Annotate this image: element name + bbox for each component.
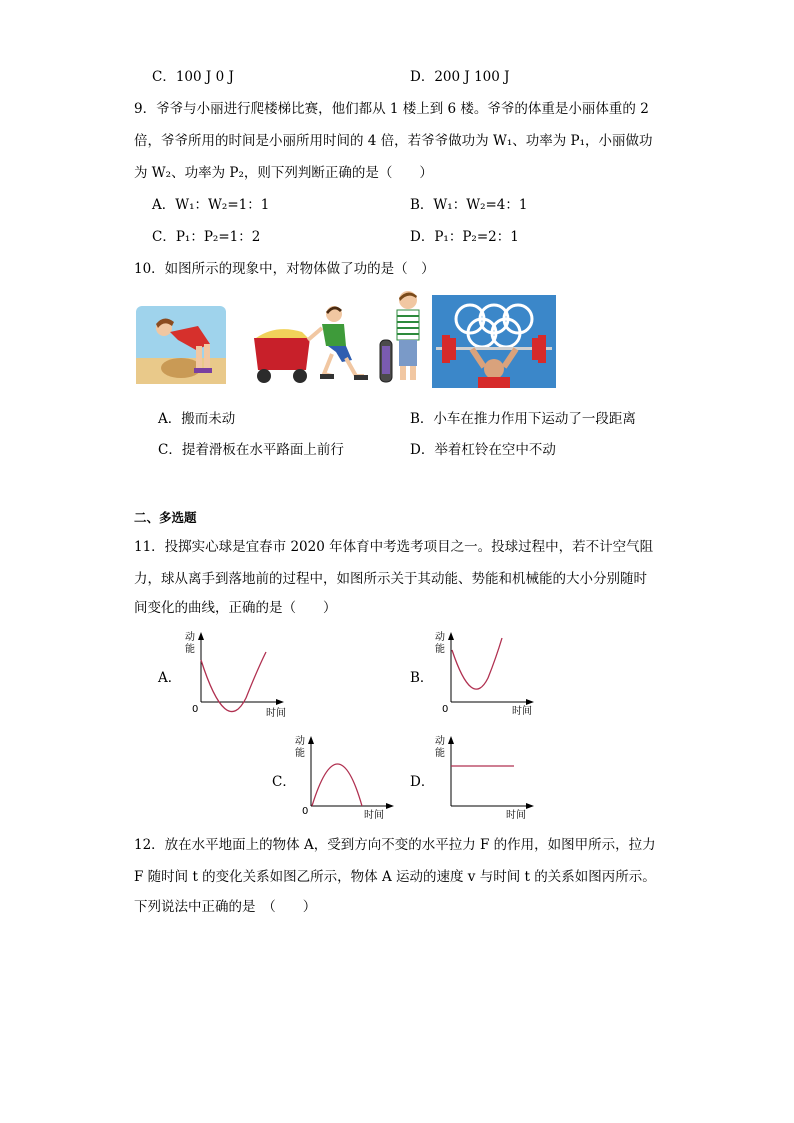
- q11-graph-a: [182, 628, 292, 718]
- q9-stem-line2: 倍，爷爷所用的时间是小丽所用时间的 4 倍，若爷爷做功为 W₁、功率为 P₁，小丽做功: [134, 133, 653, 149]
- q9-option-c: C．P₁：P₂=1：2: [152, 229, 261, 245]
- q8-option-d: D．200 J 100 J: [410, 69, 510, 85]
- q11-label-d: D．: [410, 774, 435, 790]
- y-axis-arrow: [448, 736, 454, 744]
- q12-stem-line2: F 随时间 t 的变化关系如图乙所示，物体 A 运动的速度 v 与时间 t 的关系如图丙所示。: [134, 869, 656, 885]
- kinetic-energy-curve: [452, 638, 502, 689]
- q11-graph-d: [432, 732, 542, 822]
- image-carrying-skateboard: [378, 288, 430, 386]
- q11-label-a: A．: [158, 670, 182, 686]
- y-axis-label-bottom: 能: [435, 748, 445, 759]
- x-axis-label: 时间: [364, 810, 384, 821]
- q9-option-d: D．P₁：P₂=2：1: [410, 229, 519, 245]
- q11-stem-line2: 力，球从离手到落地前的过程中，如图所示关于其动能、势能和机械能的大小分别随时: [134, 571, 647, 587]
- x-axis-arrow: [526, 803, 534, 809]
- y-axis-arrow: [448, 632, 454, 640]
- x-axis-arrow: [526, 699, 534, 705]
- q11-label-b: B．: [410, 670, 434, 686]
- q11-graph-b: [432, 628, 542, 718]
- origin-label: 0: [302, 806, 309, 817]
- q10-option-c: C．提着滑板在水平路面上前行: [158, 442, 344, 458]
- q9-stem-line1: 9．爷爷与小丽进行爬楼梯比赛，他们都从 1 楼上到 6 楼。爷爷的体重是小丽体重的 2: [134, 101, 649, 117]
- kinetic-energy-curve: [201, 652, 266, 712]
- q10-option-b: B．小车在推力作用下运动了一段距离: [410, 411, 636, 427]
- x-axis-arrow: [276, 699, 284, 705]
- image-weightlifter: [432, 295, 556, 388]
- y-axis-label-top: 动: [185, 632, 195, 643]
- y-axis-label-top: 动: [435, 736, 445, 747]
- q12-stem-line1: 12．放在水平地面上的物体 A，受到方向不变的水平拉力 F 的作用，如图甲所示，拉力: [134, 837, 656, 853]
- y-axis-label-bottom: 能: [185, 644, 195, 655]
- x-axis-label: 时间: [512, 706, 532, 717]
- x-axis-arrow: [386, 803, 394, 809]
- q9-option-b: B．W₁：W₂=4：1: [410, 197, 528, 213]
- q9-option-a: A．W₁：W₂=1：1: [152, 197, 270, 213]
- q11-stem-line1: 11．投掷实心球是宜春市 2020 年体育中考选考项目之一。投球过程中，若不计空气阻: [134, 539, 654, 555]
- q10-option-a: A．搬而未动: [158, 411, 236, 427]
- y-axis-arrow: [308, 736, 314, 744]
- y-axis-label-bottom: 能: [435, 644, 445, 655]
- origin-label: 0: [192, 704, 199, 715]
- q11-label-c: C．: [272, 774, 296, 790]
- y-axis-label-top: 动: [295, 736, 305, 747]
- q10-option-d: D．举着杠铃在空中不动: [410, 442, 556, 458]
- image-pushing-cart: [246, 298, 372, 386]
- kinetic-energy-curve: [312, 764, 362, 806]
- x-axis-label: 时间: [266, 708, 286, 718]
- image-lifting-rock: [136, 306, 226, 384]
- q11-stem-line3: 间变化的曲线，正确的是（ ）: [134, 600, 337, 616]
- q9-stem-line3: 为 W₂、功率为 P₂，则下列判断正确的是（ ）: [134, 165, 433, 181]
- q12-stem-line3: 下列说法中正确的是 （ ）: [134, 899, 317, 915]
- q10-stem: 10．如图所示的现象中，对物体做了功的是（ ）: [134, 261, 435, 277]
- origin-label: 0: [442, 704, 449, 715]
- y-axis-arrow: [198, 632, 204, 640]
- q11-graph-c: [292, 732, 402, 822]
- y-axis-label-top: 动: [435, 632, 445, 643]
- section-multiple-choice-heading: 二、多选题: [134, 510, 197, 525]
- y-axis-label-bottom: 能: [295, 748, 305, 759]
- q8-option-c: C．100 J 0 J: [152, 69, 234, 85]
- x-axis-label: 时间: [506, 810, 526, 821]
